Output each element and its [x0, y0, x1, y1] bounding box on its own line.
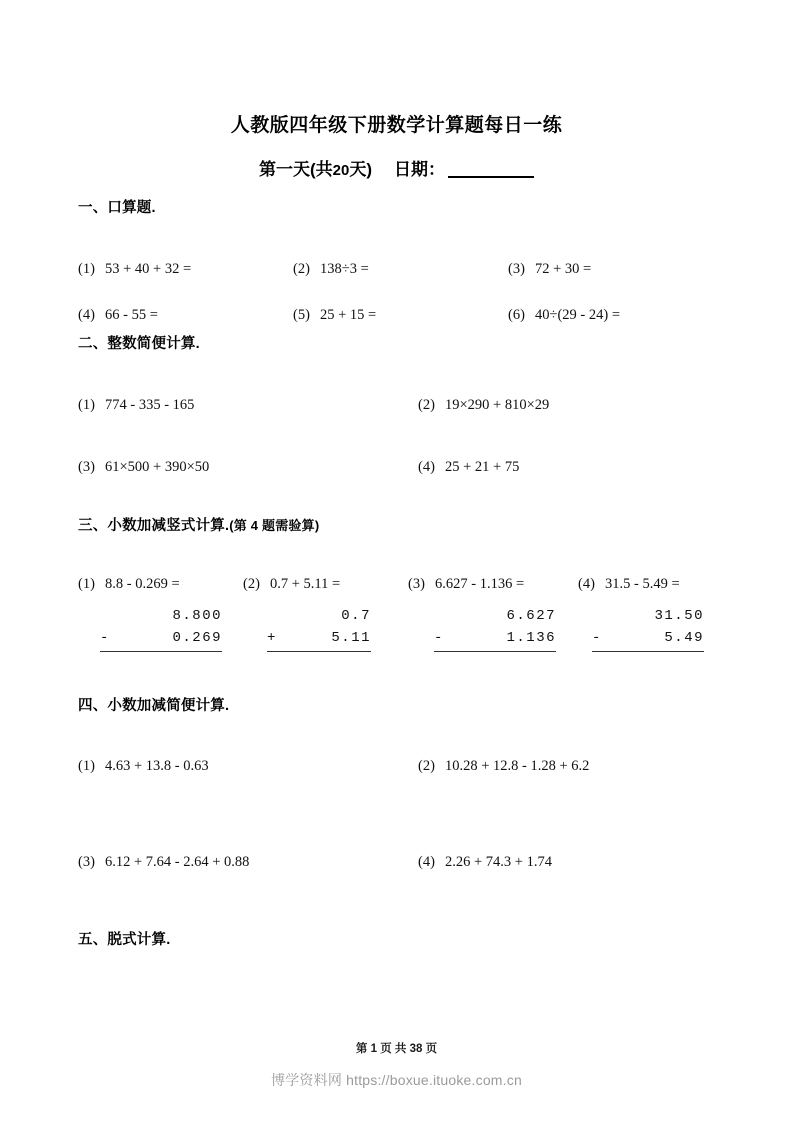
problem-index: (2)	[293, 261, 310, 277]
problem-item	[408, 577, 578, 593]
problem-index: (3)	[78, 458, 95, 475]
problem-item	[243, 577, 408, 593]
day-suffix: 天)	[349, 160, 373, 179]
problem-expression: 25 + 21 + 75	[445, 458, 520, 475]
problem-index: (1)	[78, 397, 95, 413]
problem-expression: 53 + 40 + 32 =	[105, 261, 192, 277]
vertical-rule	[592, 651, 704, 652]
date-label: 日期：	[394, 160, 446, 179]
section-3	[78, 514, 728, 535]
section-3-problems	[78, 577, 728, 593]
section-2	[78, 332, 728, 353]
section-5	[78, 928, 728, 949]
problem-index: (4)	[418, 853, 435, 870]
section-4-heading: 四、小数加减简便计算.	[78, 698, 230, 714]
vertical-operand-bottom: 0.269	[172, 629, 222, 646]
day-count: 20	[332, 162, 350, 179]
section-1	[78, 196, 728, 217]
problem-item	[293, 262, 508, 278]
vertical-rule	[434, 651, 556, 652]
vertical-operand-top: 31.50	[654, 608, 704, 624]
vertical-operand-top: 8.800	[172, 608, 222, 624]
section-4-problems	[78, 759, 728, 871]
problem-expression: 6.12 + 7.64 - 2.64 + 0.88	[105, 853, 250, 870]
problem-item	[78, 855, 418, 871]
vertical-operator: -	[592, 629, 601, 646]
problem-item	[418, 398, 728, 414]
problem-expression: 61×500 + 390×50	[105, 458, 210, 475]
vertical-top-line	[100, 606, 222, 628]
problem-index: (3)	[508, 261, 525, 277]
problem-expression: 8.8 - 0.269 =	[105, 576, 180, 592]
problem-index: (5)	[293, 306, 310, 323]
problem-index: (1)	[78, 758, 95, 774]
problem-index: (4)	[578, 576, 595, 592]
vertical-rule	[267, 651, 371, 652]
vertical-top-line	[592, 606, 704, 628]
problem-item	[508, 262, 728, 278]
problem-expression: 4.63 + 13.8 - 0.63	[105, 758, 209, 774]
vertical-computation	[243, 606, 408, 652]
vertical-rule	[100, 651, 222, 652]
date-blank-field[interactable]	[448, 176, 534, 178]
vertical-bottom-line	[267, 628, 371, 650]
problem-item	[578, 577, 728, 593]
problem-item	[78, 308, 293, 324]
vertical-operator: +	[267, 629, 276, 646]
section-2-problems	[78, 398, 728, 476]
problem-item	[418, 759, 728, 775]
problem-index: (1)	[78, 261, 95, 277]
problem-expression: 6.627 - 1.136 =	[435, 576, 525, 592]
problem-index: (2)	[418, 397, 435, 413]
section-1-problems	[78, 262, 728, 324]
vertical-operand-bottom: 1.136	[506, 629, 556, 646]
vertical-operand-top: 0.7	[341, 608, 371, 624]
site-watermark: 博学资料网 https://boxue.ituoke.com.cn	[271, 1072, 522, 1088]
vertical-operator: -	[100, 629, 109, 646]
vertical-computation	[408, 606, 578, 652]
problem-index: (3)	[78, 853, 95, 870]
problem-expression: 25 + 15 =	[320, 306, 377, 323]
page-subtitle	[0, 155, 793, 180]
vertical-operand-top: 6.627	[506, 608, 556, 624]
problem-expression: 40÷(29 - 24) =	[535, 306, 620, 323]
problem-item	[508, 308, 728, 324]
page-number-footer: 第 1 页 共 38 页	[355, 1043, 438, 1055]
day-label: 第一天(共	[258, 160, 333, 179]
problem-item	[418, 460, 728, 476]
section-1-heading: 一、口算题.	[78, 200, 156, 216]
vertical-bottom-line	[100, 628, 222, 650]
problem-index: (6)	[508, 306, 525, 323]
section-2-heading: 二、整数简便计算.	[78, 336, 200, 352]
vertical-bottom-line	[434, 628, 556, 650]
problem-item	[78, 759, 418, 775]
vertical-operator: -	[434, 629, 443, 646]
problem-expression: 72 + 30 =	[535, 261, 592, 277]
problem-expression: 138÷3 =	[320, 261, 369, 277]
vertical-operand-bottom: 5.11	[331, 629, 371, 646]
vertical-computation	[78, 606, 243, 652]
problem-index: (2)	[243, 576, 260, 592]
problem-index: (4)	[418, 458, 435, 475]
problem-index: (1)	[78, 576, 95, 592]
vertical-computation	[578, 606, 728, 652]
section-3-heading	[78, 514, 728, 535]
problem-expression: 774 - 335 - 165	[105, 397, 195, 413]
section-3-heading-main: 三、小数加减竖式计算.	[78, 518, 230, 534]
problem-expression: 0.7 + 5.11 =	[270, 576, 341, 592]
section-5-heading: 五、脱式计算.	[78, 932, 171, 948]
vertical-top-line	[434, 606, 556, 628]
vertical-bottom-line	[592, 628, 704, 650]
problem-item	[293, 308, 508, 324]
section-3-vertical-computations	[78, 606, 728, 652]
problem-index: (3)	[408, 576, 425, 592]
section-3-heading-note: (第 4 题需验算)	[229, 518, 320, 533]
section-4	[78, 694, 728, 715]
problem-index: (2)	[418, 758, 435, 774]
page-title: 人教版四年级下册数学计算题每日一练	[230, 115, 563, 136]
problem-expression: 31.5 - 5.49 =	[605, 576, 680, 592]
problem-item	[78, 460, 418, 476]
problem-item	[418, 855, 728, 871]
problem-expression: 10.28 + 12.8 - 1.28 + 6.2	[445, 758, 590, 774]
problem-item	[78, 398, 418, 414]
problem-expression: 19×290 + 810×29	[445, 397, 550, 413]
problem-expression: 66 - 55 =	[105, 306, 158, 323]
problem-index: (4)	[78, 306, 95, 323]
problem-expression: 2.26 + 74.3 + 1.74	[445, 853, 552, 870]
problem-item	[78, 262, 293, 278]
problem-item	[78, 577, 243, 593]
vertical-operand-bottom: 5.49	[664, 629, 704, 646]
vertical-top-line	[267, 606, 371, 628]
